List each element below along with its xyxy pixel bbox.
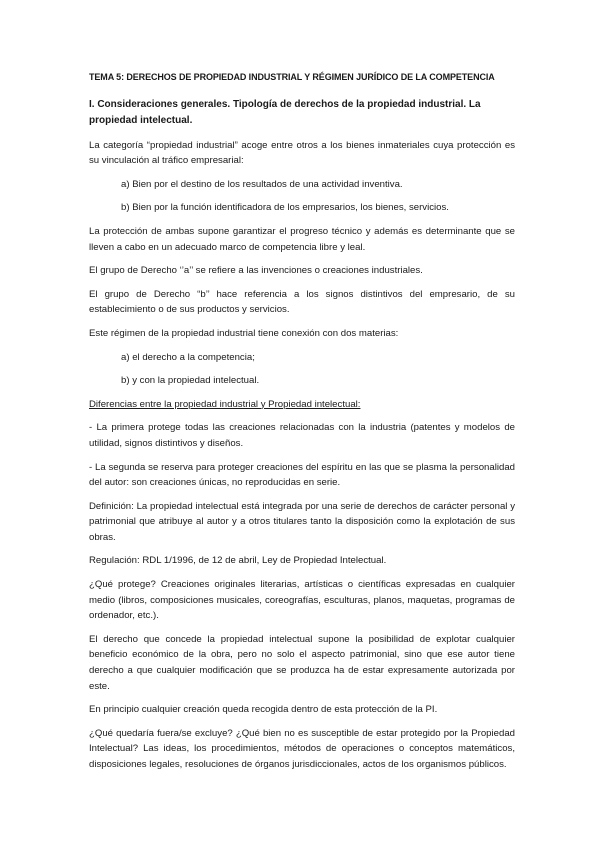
document-title: TEMA 5: DERECHOS DE PROPIEDAD INDUSTRIAL Y RÉGIMEN JURÍDICO DE LA COMPETENCIA xyxy=(89,72,495,82)
proteccion-paragraph: La protección de ambas supone garantizar el progreso técnico y además es determinante que se lleven a cabo en un adecuado marco de competencia libre y leal. xyxy=(89,225,515,253)
section-heading: I. Consideraciones generales. Tipología de derechos de la propiedad industrial. La propiedad intelectual. xyxy=(89,98,481,126)
que-quedaria-paragraph: ¿Qué quedaría fuera/se excluye? ¿Qué bien no es susceptible de estar protegido por la Propiedad Intelectual? Las ideas, los procedimientos, métodos de operaciones o conceptos matemáticos, disposiciones legales, resoluciones de órganos jurisdiccionales, actos de los organismos públicos. xyxy=(89,727,515,770)
list-item-a: a) Bien por el destino de los resultados de una actividad inventiva. xyxy=(121,178,403,190)
intro-paragraph: La categoría “propiedad industrial” acoge entre otros a los bienes inmateriales cuya protección es su vinculación al tráfico empresarial: xyxy=(89,139,515,167)
grupo-a-paragraph: El grupo de Derecho ‘’a’’ se refiere a las invenciones o creaciones industriales. xyxy=(89,265,423,277)
derecho-concede-paragraph: El derecho que concede la propiedad intelectual supone la posibilidad de explotar cualquier beneficio económico de la obra, pero no solo el aspecto patrimonial, sino que ese autor tiene derecho a que cualquier modificación que se produzca ha de estar expresamente autorizada por este. xyxy=(89,633,515,692)
diferencias-heading: Diferencias entre la propiedad industrial y Propiedad intelectual: xyxy=(89,398,361,410)
en-principio-paragraph: En principio cualquier creación queda recogida dentro de esta protección de la PI. xyxy=(89,704,438,716)
grupo-b-paragraph: El grupo de Derecho “b’’ hace referencia a los signos distintivos del empresario, de su establecimiento o de sus productos y servicios. xyxy=(89,288,515,316)
list-item-b: b) Bien por la función identificadora de los empresarios, los bienes, servicios. xyxy=(121,202,449,214)
materia-item-a: a) el derecho a la competencia; xyxy=(121,351,255,363)
conexion-paragraph: Este régimen de la propiedad industrial tiene conexión con dos materias: xyxy=(89,327,399,339)
materia-item-b: b) y con la propiedad intelectual. xyxy=(121,375,260,387)
diferencia-1-paragraph: - La primera protege todas las creaciones relacionadas con la industria (patentes y modelos de utilidad, signos distintivos y diseños. xyxy=(89,422,515,449)
definicion-paragraph: Definición: La propiedad intelectual está integrada por una serie de derechos de carácter personal y patrimonial que atribuye al autor y a otros titulares tanto la disposición como la explotación de sus obras. xyxy=(89,500,515,543)
document-body xyxy=(89,70,515,781)
regulacion-paragraph: Regulación: RDL 1/1996, de 12 de abril, Ley de Propiedad Intelectual. xyxy=(89,555,387,567)
que-protege-paragraph: ¿Qué protege? Creaciones originales literarias, artísticas o científicas expresadas en cualquier medio (libros, composiciones musicales, coreografías, esculturas, planos, maquetas, programas de ordenador, etc.). xyxy=(89,579,515,622)
diferencia-2-paragraph: - La segunda se reserva para proteger creaciones del espíritu en las que se plasma la personalidad del autor: son creaciones únicas, no reproducidas en serie. xyxy=(89,461,515,489)
